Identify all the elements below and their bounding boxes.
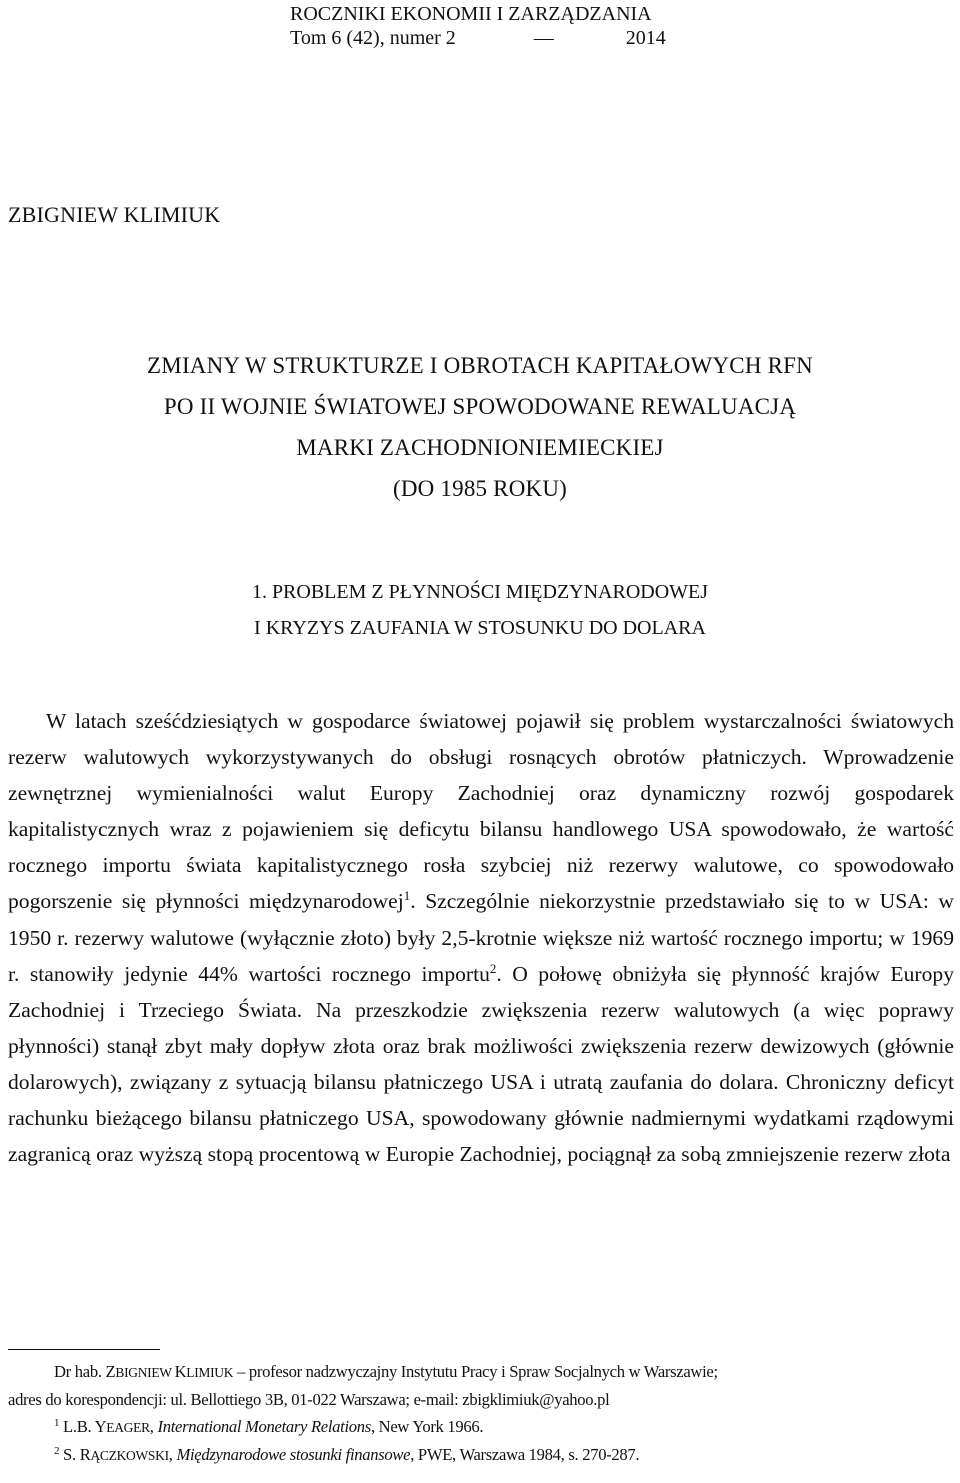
footnote-1-post: , New York 1966. [370,1417,484,1436]
footnote-1-author-initial: Y [94,1417,107,1436]
journal-dash: — [533,27,554,49]
footnote-2-post: , PWE, Warszawa 1984, s. 270-287. [410,1445,640,1464]
author-name: ZBIGNIEW KLIMIUK [8,202,221,227]
section-heading-line-1: 1. PROBLEM Z PŁYNNOŚCI MIĘDZYNARODOWEJ [251,581,709,603]
paragraph [8,703,954,1172]
title-line: MARKI ZACHODNIONIEMIECKIEJ [296,435,664,460]
author-note-name-initial: Z [105,1362,116,1381]
footnote-2-number: 2 [54,1445,60,1457]
author-note-name-rest: BIGNIEW [115,1365,175,1380]
footnote-1-author-rest: EAGER [106,1420,150,1435]
title-line: (DO 1985 ROKU) [392,476,567,501]
body-text [8,703,954,1172]
section-heading-line-2: I KRYZYS ZAUFANIA W STOSUNKU DO DOLARA [254,617,706,639]
author-footnote-line-1 [8,1358,954,1386]
footnote-1-number: 1 [54,1417,60,1429]
journal-year: 2014 [625,27,666,49]
footnote-ref-2[interactable]: 2 [489,960,497,976]
footnote-2-author-initial: R [79,1445,91,1464]
footnote-ref-1[interactable]: 1 [403,888,411,904]
footnote-2-author-rest: ĄCZKOWSKI [90,1448,169,1463]
author-note-surname-initial: K [174,1362,187,1381]
paragraph-text-3: . O połowę obniżyła się płynność krajów Europy Zachodniej i Trzeciego Świata. Na przeszkodzie zwiększenia rezerw walutowych (a więc poprawy płynności) stanął zbyt mały dopływ złota oraz brak możliwości zwiększenia rezerw dewizowych (głównie dolarowych), związany z sytuacją bilansu płatniczego USA i utratą zaufania do dolara. Chroniczny deficyt rachunku bieżącego bilansu płatniczego USA, spowodowany głównie nadmiernymi wydatkami rządowymi zagranicą oraz wyższą stopą procentową w Europie Zachodniej, pociągnął za sobą zmniejszenie rezerw złota [8,961,954,1167]
paragraph-text-2: . Szczególnie niekorzystnie przedstawiało się to w USA: w 1950 r. rezerwy walutowe (wyłącznie złoto) były 2,5-krotnie większe niż wartość rocznego importu; w 1969 r. stanowiły jedynie 44% wartości rocznego importu [8,889,954,986]
footnote-1-pre: L.B. [59,1417,95,1436]
footnote-separator [8,1349,160,1350]
author-note-text: – profesor nadzwyczajny Instytutu Pracy i Spraw Socjalnych w Warszawie; [233,1362,718,1381]
footnote-2-title: Międzynarodowe stosunki finansowe [176,1445,411,1464]
section-heading [0,574,960,646]
author-note-prefix: Dr hab. [54,1362,106,1381]
footnote-1-title: International Monetary Relations [157,1417,371,1436]
title-line: PO II WOJNIE ŚWIATOWEJ SPOWODOWANE REWALUACJĄ [163,394,797,419]
footnote-1 [8,1413,954,1441]
footnote-2-sep: , [168,1445,177,1464]
journal-volume-line [290,26,666,50]
article-title [0,345,960,509]
footnote-1-sep: , [149,1417,158,1436]
author-footnote-line-2: adres do korespondencji: ul. Bellottiego 3B, 01-022 Warszawa; e-mail: zbigklimiuk@yahoo.pl [8,1390,610,1409]
journal-name: ROCZNIKI EKONOMII I ZARZĄDZANIA [290,3,652,25]
footnotes [8,1358,954,1469]
paragraph-text-1: W latach sześćdziesiątych w gospodarce światowej pojawił się problem wystarczalności światowych rezerw walutowych wykorzystywanych do obsługi rosnących obrotów płatniczych. Wprowadzenie zewnętrznej wymienialności walut Europy Zachodniej oraz dynamiczny rozwój gospodarek kapitalistycznych wraz z pojawieniem się deficytu bilansu handlowego USA spowodowało, że wartość rocznego importu świata kapitalistycznego rosła szybciej niż rezerwy walutowe, co spowodowało pogorszenie się płynności międzynarodowej [8,709,954,914]
footnote-2-pre: S. [59,1445,80,1464]
author-note-surname-rest: LIMIUK [186,1365,234,1380]
title-line: ZMIANY W STRUKTURZE I OBROTACH KAPITAŁOWYCH RFN [147,353,813,378]
journal-volume: Tom 6 (42), numer 2 [290,27,456,49]
journal-header [290,2,666,50]
footnote-2 [8,1441,954,1469]
